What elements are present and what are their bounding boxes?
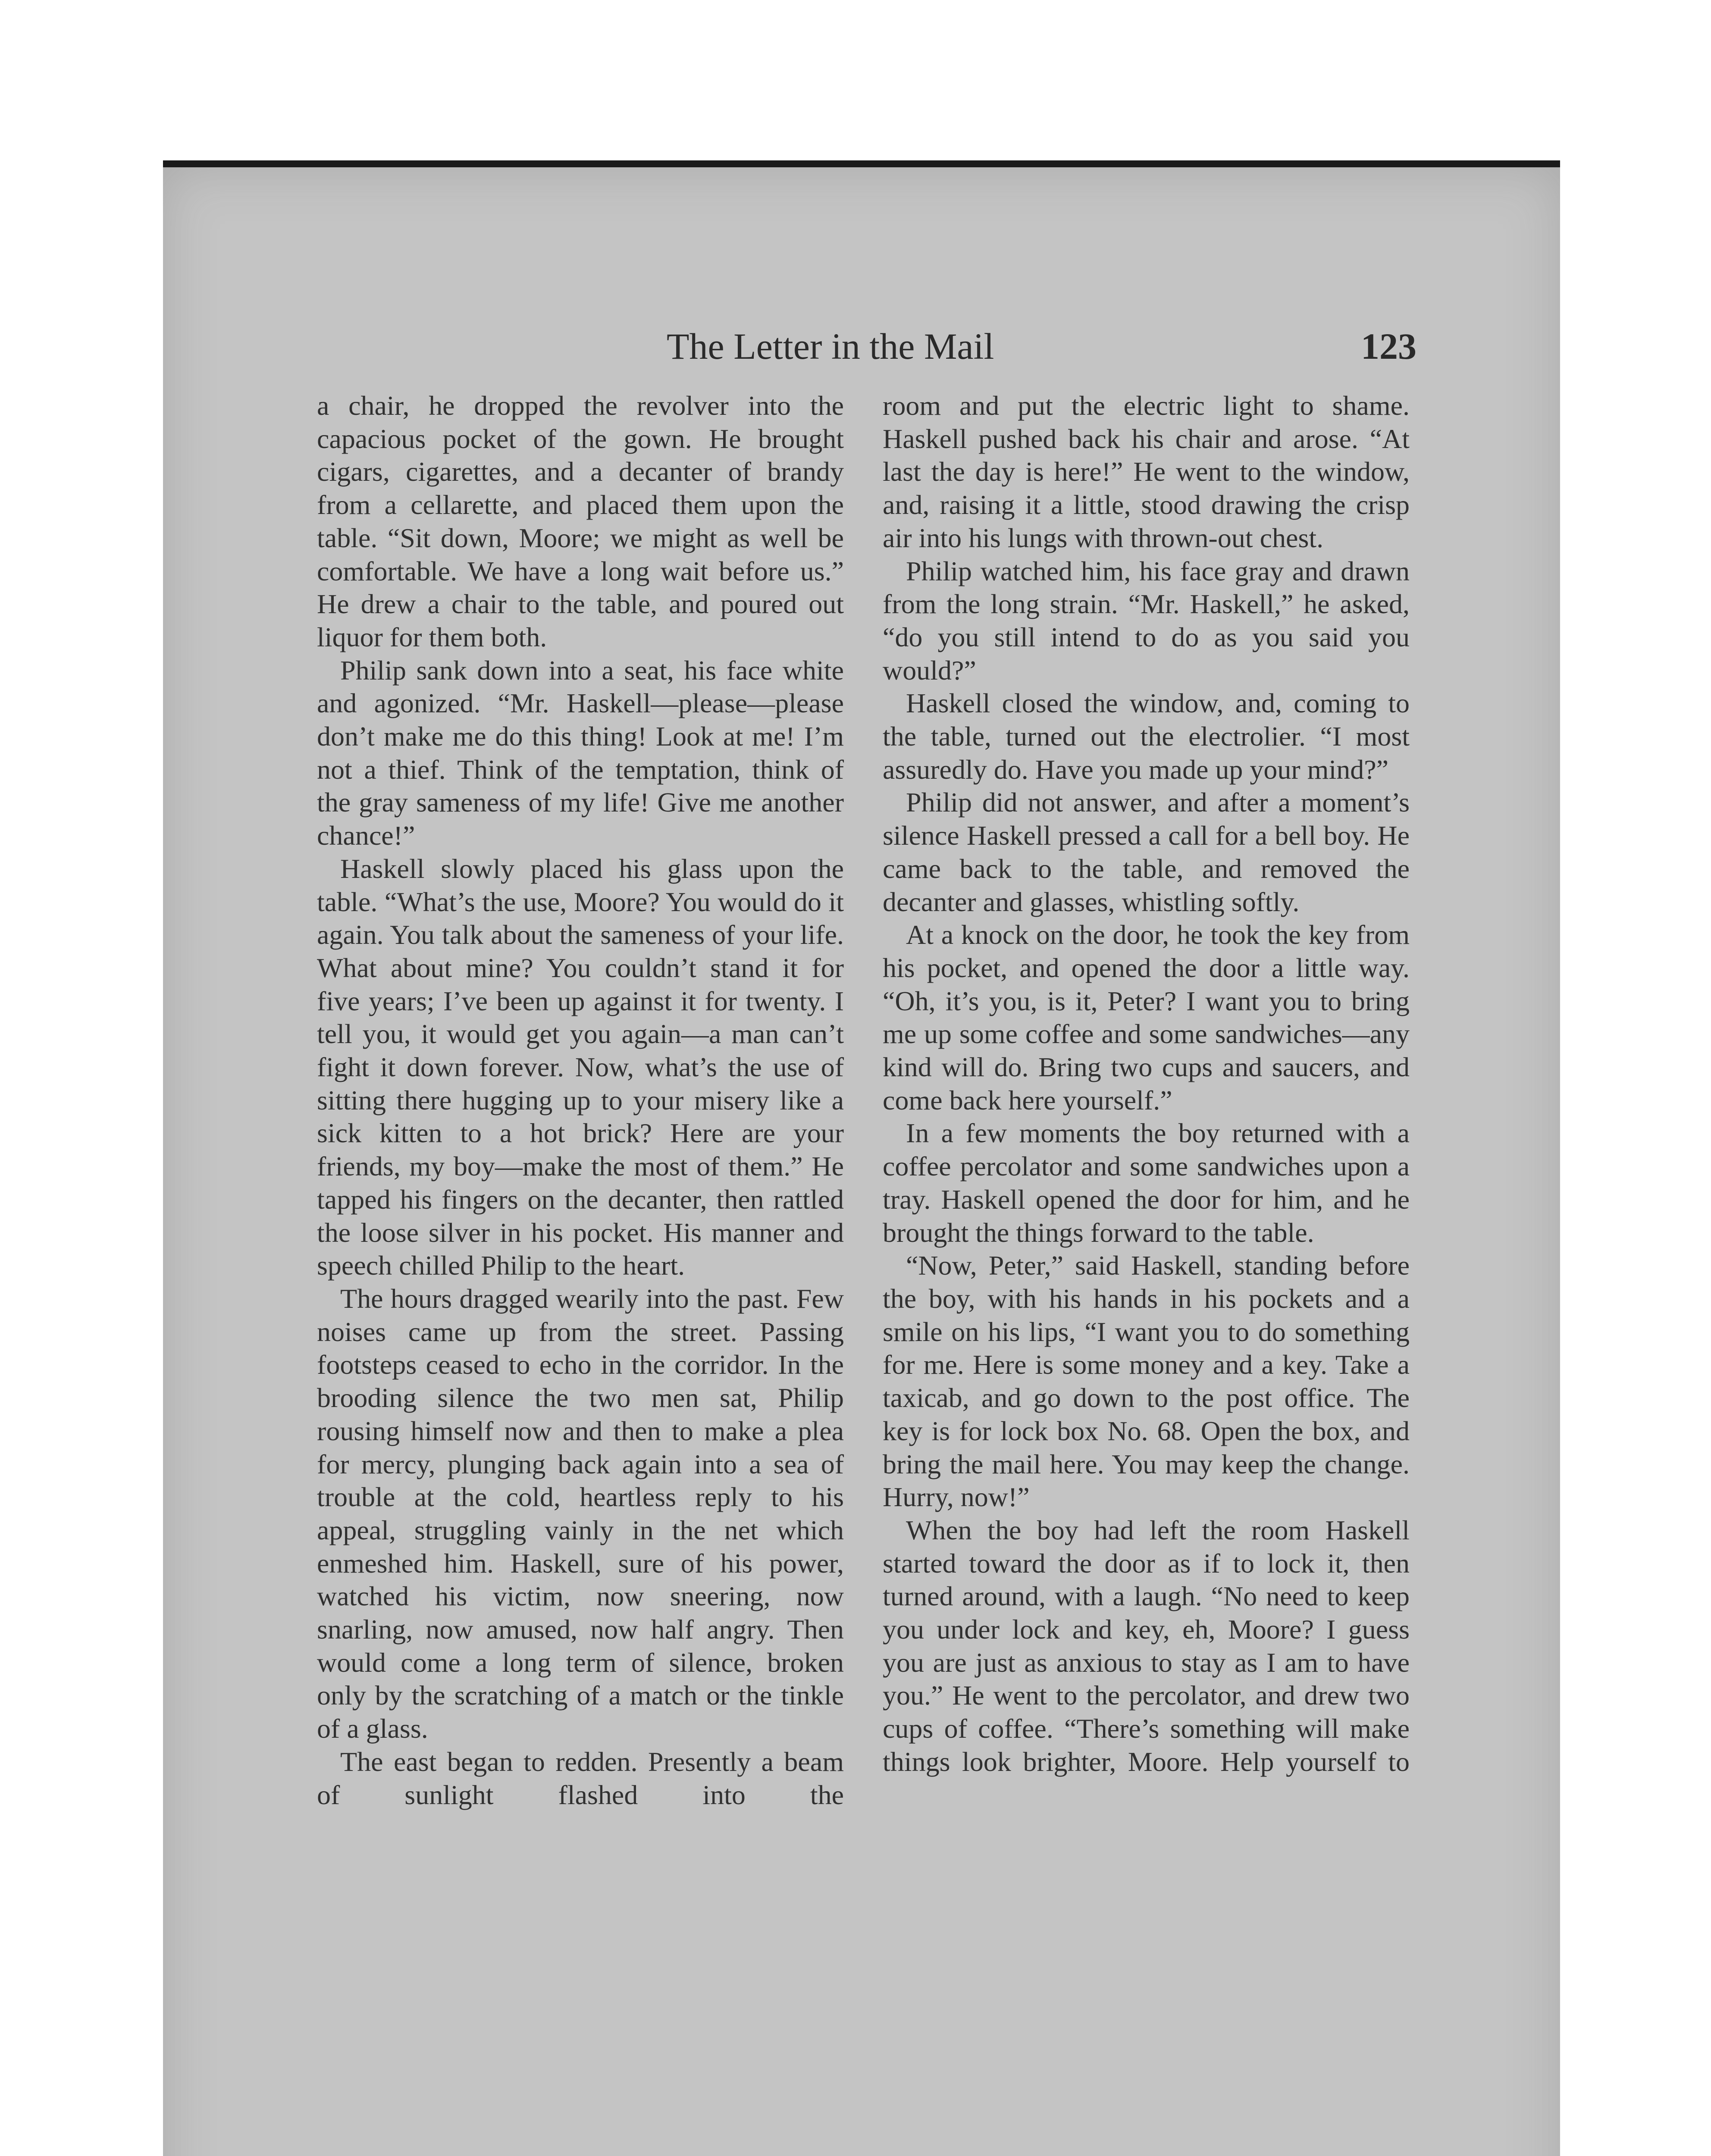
paragraph: The hours dragged wearily into the past. Few noises came up from the street. Passing footsteps ceased to echo in the corridor. In the brooding silence the two men sat, Philip rousing himself now and then to make a plea for mercy, plunging back again into a sea of trouble at the cold, heartless reply to his appeal, struggling vainly in the net which enmeshed him. Haskell, sure of his power, watched his victim, now sneering, now snarling, now amused, now half angry. Then would come a long term of silence, broken only by the scratching of a match or the tinkle of a glass. xyxy=(317,1283,844,1744)
paragraph: Haskell closed the window, and, coming to the table, turned out the electrolier. “I most assuredly do. Have you made up your mind?” xyxy=(883,688,1410,785)
page-number: 123 xyxy=(1361,326,1416,367)
left-text-column xyxy=(317,389,844,1811)
paragraph: “Now, Peter,” said Haskell, standing before the boy, with his hands in his pockets and a smile on his lips, “I want you to do something for me. Here is some money and a key. Take a taxicab, and go down to the post office. The key is for lock box No. 68. Open the box, and bring the mail here. You may keep the change. Hurry, now!” xyxy=(883,1250,1410,1513)
running-head xyxy=(163,320,1560,381)
paragraph: Philip sank down into a seat, his face white and agonized. “Mr. Haskell—please—please don’t make me do this thing! Look at me! I’m not a thief. Think of the temptation, think of the gray sameness of my life! Give me another chance!” xyxy=(317,655,844,851)
paragraph: a chair, he dropped the revolver into the capacious pocket of the gown. He brought cigars, cigarettes, and a decanter of brandy from a cellarette, and placed them upon the table. “Sit down, Moore; we might as well be comfortable. We have a long wait before us.” He drew a chair to the table, and poured out liquor for them both. xyxy=(317,390,844,652)
paragraph: The east began to redden. Presently a beam of sunlight flashed into the xyxy=(317,1746,844,1810)
running-title: The Letter in the Mail xyxy=(667,326,994,367)
paragraph: When the boy had left the room Haskell started toward the door as if to lock it, then turned around, with a laugh. “No need to keep you under lock and key, eh, Moore? I guess you are just as anxious to stay as I am to have you.” He went to the percolator, and drew two cups of coffee. “There’s something will make things look brighter, Moore. Help yourself to xyxy=(883,1514,1410,1777)
book-page xyxy=(163,167,1560,2156)
paragraph: In a few moments the boy returned with a coffee percolator and some sandwiches upon a tray. Haskell opened the door for him, and he brought the things forward to the table. xyxy=(883,1118,1410,1248)
paragraph: Philip watched him, his face gray and drawn from the long strain. “Mr. Haskell,” he asked, “do you still intend to do as you said you would?” xyxy=(883,555,1410,686)
paragraph: room and put the electric light to shame. Haskell pushed back his chair and arose. “At last the day is here!” He went to the window, and, raising it a little, stood drawing the crisp air into his lungs with thrown-out chest. xyxy=(883,390,1410,553)
right-text-column xyxy=(883,389,1410,1779)
paragraph: Philip did not answer, and after a moment’s silence Haskell pressed a call for a bell boy. He came back to the table, and removed the decanter and glasses, whistling softly. xyxy=(883,787,1410,917)
paragraph: At a knock on the door, he took the key from his pocket, and opened the door a little way. “Oh, it’s you, is it, Peter? I want you to bring me up some coffee and some sandwiches—any kind will do. Bring two cups and saucers, and come back here yourself.” xyxy=(883,919,1410,1116)
paragraph: Haskell slowly placed his glass upon the table. “What’s the use, Moore? You would do it again. You talk about the sameness of your life. What about mine? You couldn’t stand it for five years; I’ve been up against it for twenty. I tell you, it would get you again—a man can’t fight it down forever. Now, what’s the use of sitting there hugging up to your misery like a sick kitten to a hot brick? Here are your friends, my boy—make the most of them.” He tapped his fingers on the decanter, then rattled the loose silver in his pocket. His manner and speech chilled Philip to the heart. xyxy=(317,853,844,1281)
